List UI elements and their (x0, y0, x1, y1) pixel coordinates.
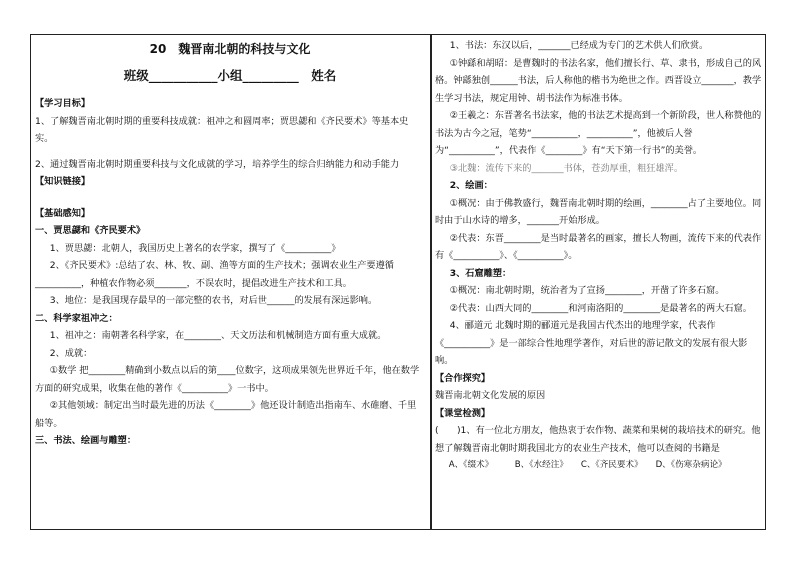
section-2-item-2: 2、成就： (49, 347, 93, 359)
cooperative-inquiry-heading: 【合作探究】 (435, 372, 491, 384)
cooperative-inquiry-text: 魏晋南北朝文化发展的原因 (435, 390, 546, 401)
section-1-item-1: 1、贾思勰：北朝人，我国历史上著名的农学家，撰写了《__________》 (49, 242, 341, 254)
objectives-heading: 【学习目标】 (35, 98, 91, 109)
li-daoyuan: 4、郦道元 北魏时期的郦道元是我国古代杰出的地理学家，代表作《__________》是一部综合性地理学著作，对后世的游记散文的发展有很大影响。 (435, 320, 748, 366)
grotto-overview: ①概况：南北朝时期，统治者为了宣扬________，开凿了许多石窟。 (449, 285, 725, 296)
section-1-item-2: 2、《齐民要术》:总结了农、林、牧、副、渔等方面的生产技术；强调农业生产要遵循__________，种植农作物必须_______，不误农时，提倡改进生产技术和工具。 (35, 260, 394, 289)
painting-overview: ①概况：由于佛教盛行，魏晋南北朝时期的绘画，________占了主要地位。同时由于山水诗的增多，_______开始形成。 (435, 197, 762, 226)
section-2-item-1: 1、祖冲之：南朝著名科学家，在________、天文历法和机械制造方面有重大成就。 (49, 330, 387, 341)
worksheet-frame (30, 34, 766, 530)
section-2-math: ①数学 把________精确到小数点以后的第____位数字，这项成果领先世界近千年，他在数学方面的研究成果，收集在他的著作《__________》一书中。 (35, 365, 420, 394)
grotto-representative: ②代表：山西大同的________和河南洛阳的________是最著名的两大石窟。 (449, 302, 752, 314)
section-2-heading: 二、科学家祖冲之： (35, 312, 118, 324)
objective-1: 1、了解魏晋南北朝时期的重要科技成就：祖冲之和圆周率；贾思勰和《齐民要术》等基本史实。 (35, 115, 409, 144)
calligraphy-intro: 1、书法：东汉以后，_______已经成为专门的艺术供人们欣赏。 (449, 40, 709, 51)
section-2-other-fields: ②其他领域：制定出当时最先进的历法《________》他还设计制造出指南车、水碓磨、千里船等。 (35, 400, 417, 429)
basic-perception-heading: 【基础感知】 (35, 207, 91, 219)
calligraphy-zhong-hu: ①钟繇和胡昭：是曹魏时的书法名家，他们擅长行、草、隶书，形成自己的风格。钟繇独创______书法，后人称他的楷书为绝世之作。西晋设立_______，教学生学习书法，规定用钟、胡书法作为标准书体。 (435, 57, 762, 104)
section-3-heading: 三、书法、绘画与雕塑： (35, 435, 137, 446)
test-question-1-options: A、《缀术》 B、《水经注》 C、《齐民要术》 D、《伤寒杂病论》 (448, 460, 727, 470)
calligraphy-wang-xizhi: ②王羲之：东晋著名书法家，他的书法艺术提高到一个新阶段，世人称赞他的书法为古今之冠，笔势“__________，__________”，他被后人誉为“__________”，代表作《________》有“天下第一行书”的美誉。 (435, 110, 762, 156)
right-column (435, 37, 763, 475)
knowledge-link-heading: 【知识链接】 (35, 176, 91, 187)
objective-2: 2、通过魏晋南北朝时期重要科技与文化成就的学习，培养学生的综合归纳能力和动手能力 (35, 158, 400, 170)
section-1-heading: 一、贾思勰和《齐民要术》 (35, 225, 146, 236)
lesson-title: 20 魏晋南北朝的科技与文化 (149, 42, 311, 56)
class-group-name-line: 班级___________小组_________ 姓名 (123, 68, 337, 83)
section-1-item-3: 3、地位：是我国现存最早的一部完整的农书，对后世______的发展有深远影响。 (49, 295, 378, 306)
grotto-heading: 3、石窟雕塑： (449, 267, 512, 279)
calligraphy-northern-wei: ③北魏：流传下来的_______书体，苍劲厚重，粗狂雄浑。 (449, 162, 684, 174)
classroom-test-heading: 【课堂检测】 (435, 407, 491, 419)
painting-heading: 2、绘画： (449, 180, 493, 191)
painting-representative: ②代表：东晋________是当时最著名的画家，擅长人物画，流传下来的代表作有《__________》、《__________》。 (435, 232, 762, 261)
test-question-1: ( )1、有一位北方朋友，他热衷于农作物、蔬菜和果树的栽培技术的研究。他想了解魏晋南北朝时期我国北方的农业生产技术，他可以查阅的书籍是 (435, 425, 761, 454)
left-column (35, 37, 425, 450)
column-divider (430, 35, 432, 529)
